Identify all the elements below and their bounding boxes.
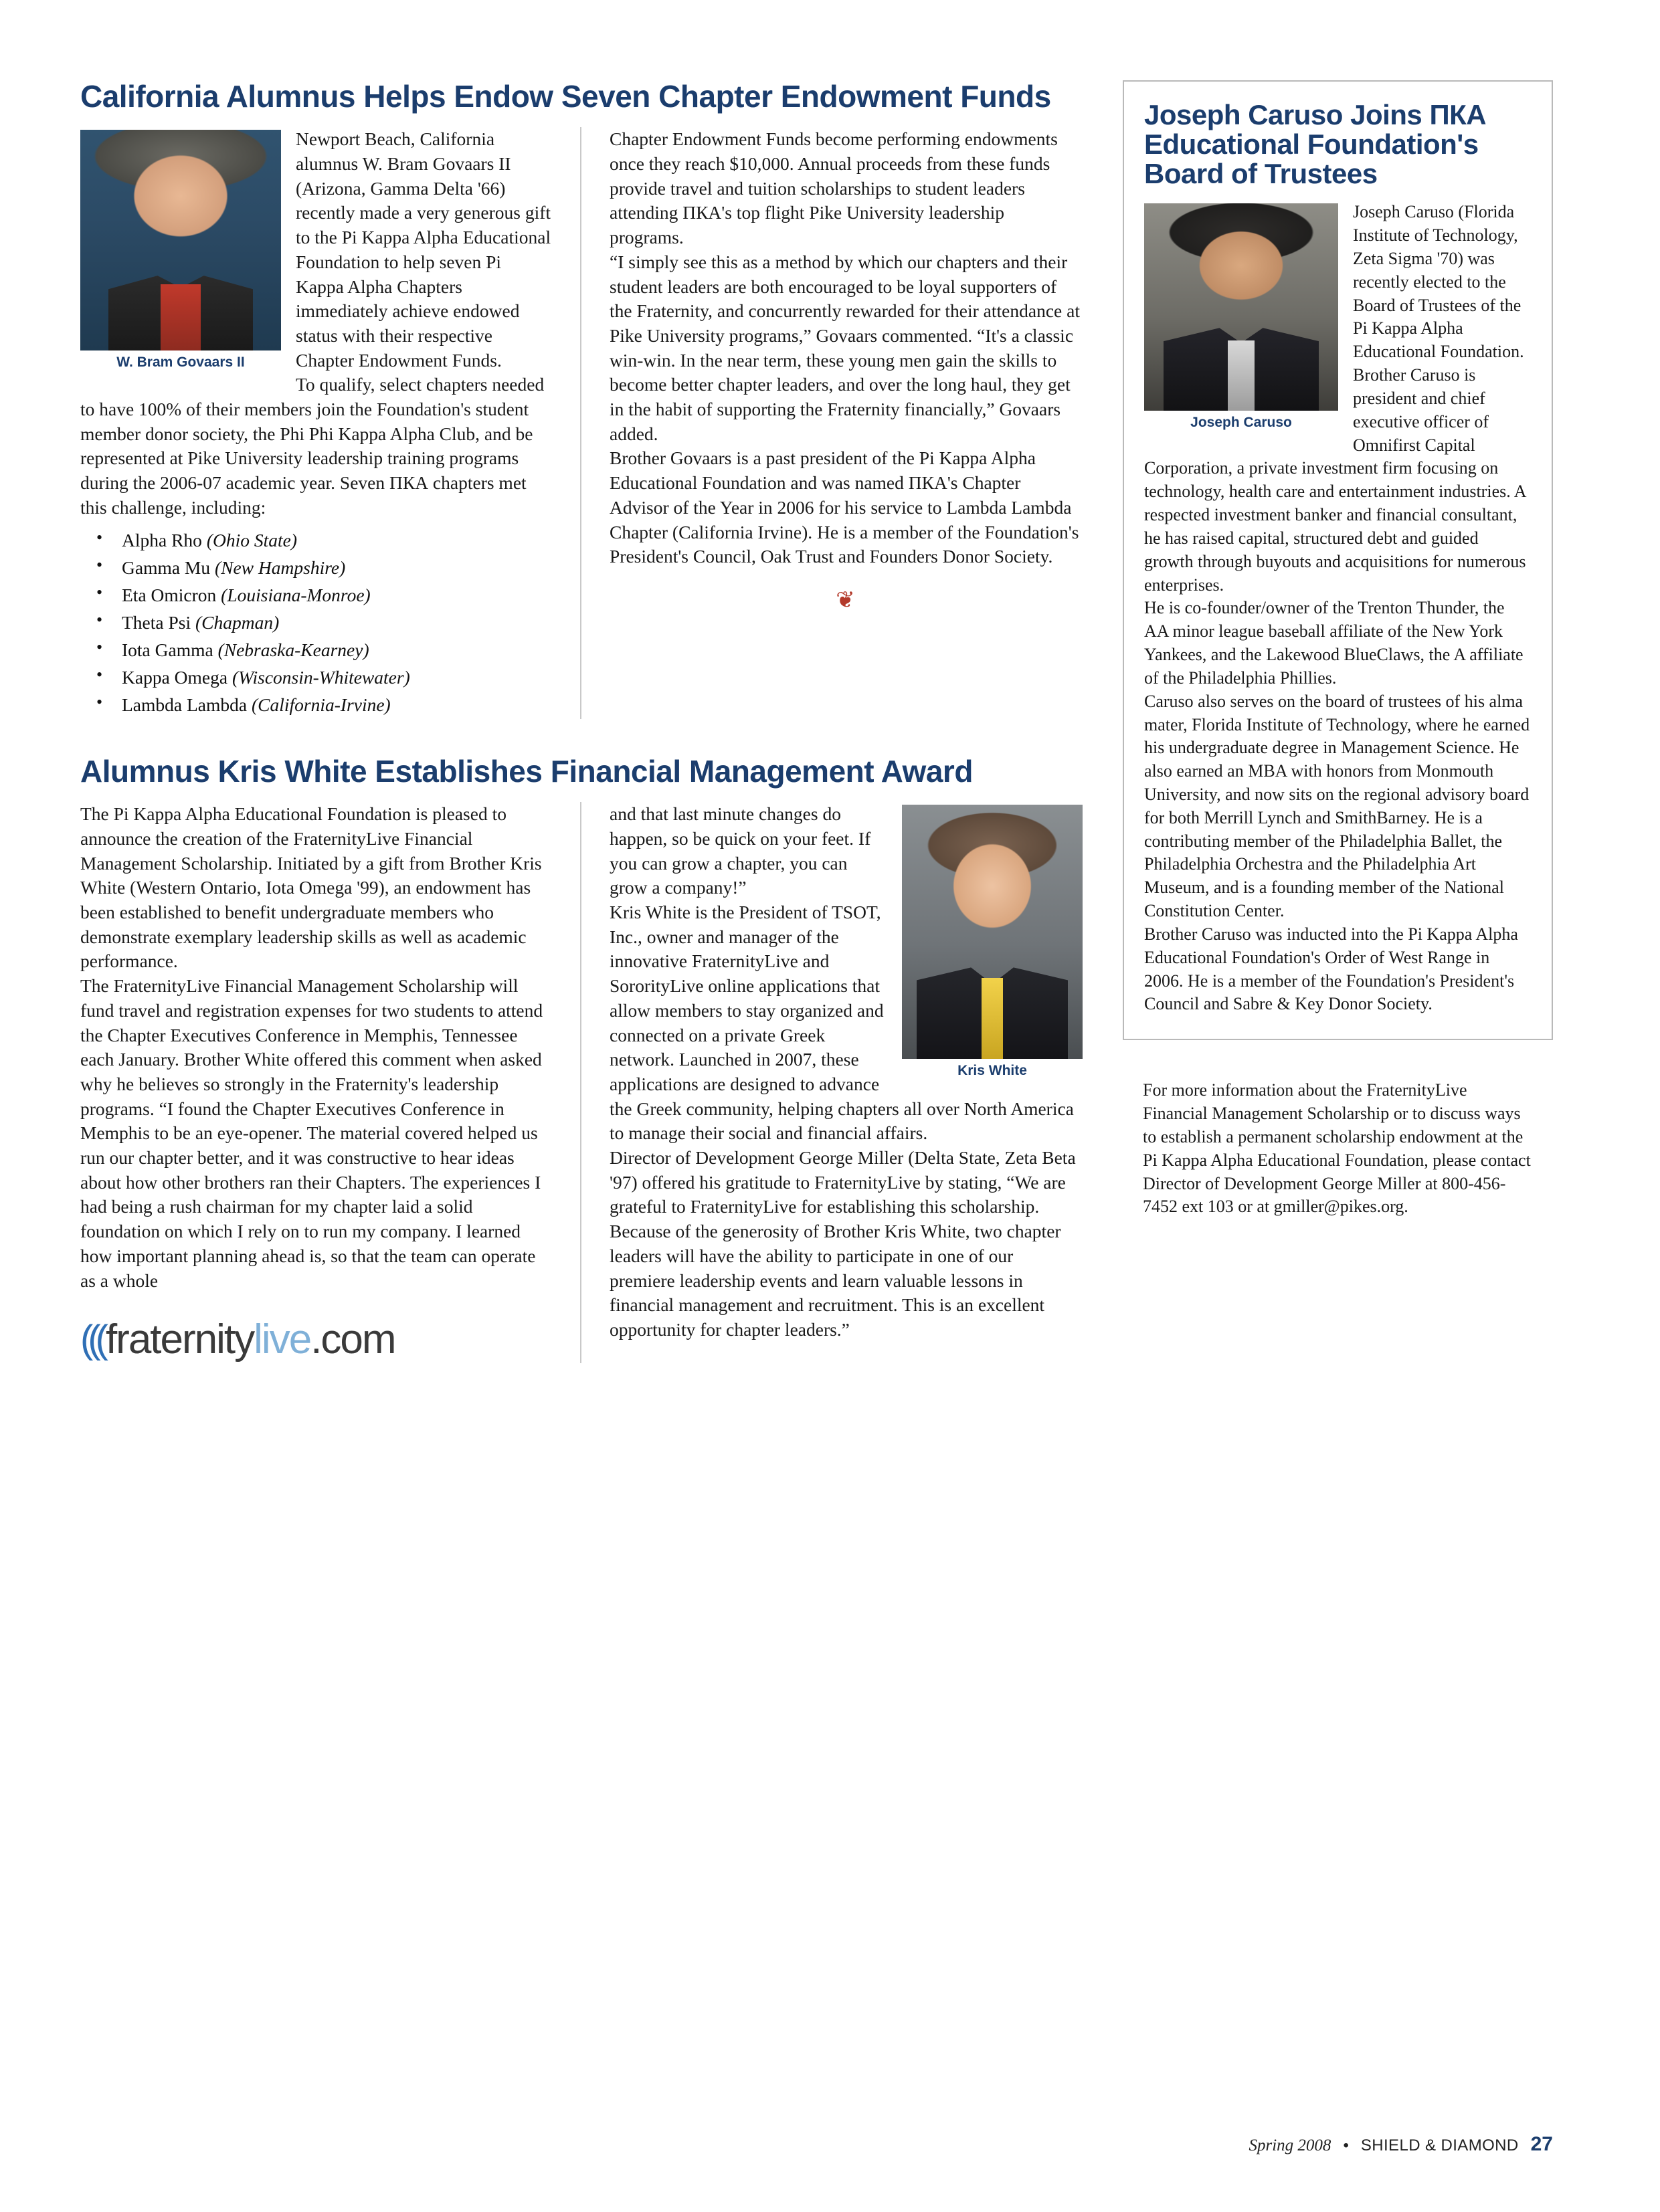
logo-word-live: live [254, 1316, 311, 1363]
footer-issue: Spring 2008 [1249, 2136, 1331, 2154]
chapter-name: Theta Psi [122, 611, 191, 633]
sidebar-headline: Joseph Caruso Joins ПКА Educational Foundation's Board of Trustees [1144, 99, 1487, 190]
chapter-name: Alpha Rho [122, 529, 202, 550]
govaars-photo-caption: W. Bram Govaars II [116, 355, 245, 371]
article1-column-1 [80, 127, 580, 719]
sidebar-box-caruso [1123, 80, 1553, 1040]
chapter-name: Eta Omicron [122, 584, 217, 605]
chapter-name: Lambda Lambda [122, 694, 248, 715]
sidebar-para-5: Brother Caruso was inducted into the Pi Kappa Alpha Educational Foundation's Order of West Range in 2006. He is a member of the Foundation's President's Council and Sabre & Key Donor Society. [1144, 924, 1518, 1014]
logo-word-dotcom: .com [310, 1316, 395, 1363]
article2-col1-text [80, 802, 553, 1293]
photo-kris-white [902, 805, 1083, 1059]
list-item [80, 582, 553, 608]
portrait-illustration [80, 130, 281, 350]
kris-white-photo-block [902, 805, 1083, 1079]
sidebar-footnote-text: For more information about the FraternityLive Financial Management Scholarship or to discuss ways to establish a permanent scholarship endowment at the Pi Kappa Alpha Educational Foundation, please contact Director of Development George Miller at 800-456-7452 ext 103 or at gmiller@pikes.org. [1143, 1080, 1531, 1217]
page-main-area [80, 80, 1553, 1363]
article1-headline: California Alumnus Helps Endow Seven Chapter Endowment Funds [80, 79, 1051, 114]
chapter-school: (California-Irvine) [251, 694, 391, 715]
sidebar-para-1: Joseph Caruso (Florida Institute of Technology, Zeta Sigma '70) was recently elected to the Board of Trustees of the Pi Kappa Alpha Educational Foundation. [1353, 202, 1524, 362]
list-item [80, 609, 553, 635]
article1-col2-para-1: Chapter Endowment Funds become performing endowments once they reach $10,000. Annual proceeds from these funds provide travel and tuition scholarships to student leaders attending ПКА's top flight Pike University leadership programs. [610, 128, 1058, 248]
article2-col2-para-1: and that last minute changes do happen, so be quick on your feet. If you can grow a chapter, you can grow a company!” [610, 803, 871, 898]
article2-column-1 [80, 802, 580, 1363]
chapter-school: (New Hampshire) [215, 557, 346, 578]
fleuron-ornament-icon: ❦ [836, 587, 856, 613]
sidebar [1123, 80, 1553, 1219]
footer-page-number: 27 [1530, 2133, 1553, 2155]
caruso-photo-caption: Joseph Caruso [1190, 415, 1292, 431]
article2-columns [80, 802, 1083, 1363]
chapter-school: (Nebraska-Kearney) [217, 639, 369, 660]
portrait-illustration [1144, 203, 1338, 411]
page-footer [1249, 2133, 1554, 2156]
article1-column-2 [580, 127, 1083, 719]
article1-col2-text [610, 127, 1083, 569]
govaars-photo-block [80, 130, 281, 371]
chapter-school: (Ohio State) [206, 529, 297, 550]
article1-col2-para-3: Brother Govaars is a past president of the Pi Kappa Alpha Educational Foundation and was named ПКА's Chapter Advisor of the Year in 2006 for his service to Lambda Lambda Chapter (California Irvine). He is a member of the Foundation's President's Council, Oak Trust and Founders Donor Society. [610, 447, 1079, 567]
article1-col1-para-2: To qualify, select chapters needed to have 100% of their members join the Foundation's student member donor society, the Phi Phi Kappa Alpha Club, and be represented at Pike University leadership training programs during the 2006-07 academic year. Seven ПКА chapters met this challenge, including: [80, 374, 545, 518]
footer-separator: • [1343, 2136, 1349, 2154]
article1-col1-para-1: Newport Beach, California alumnus W. Bram Govaars II (Arizona, Gamma Delta '66) recently made a very generous gift to the Pi Kappa Alpha Educational Foundation to help seven Pi Kappa Alpha Chapters immediately achieve endowed status with their respective Chapter Endowment Funds. [296, 128, 551, 371]
chapter-name: Gamma Mu [122, 557, 211, 578]
list-item [80, 637, 553, 663]
sidebar-para-2: Brother Caruso is president and chief executive officer of Omnifirst Capital Corporation, a private investment firm focusing on technology, health care and entertainment industries. A respected investment banker and financial consultant, he has raised capital, structured debt and guided growth through buyouts and acquisitions for numerous enterprises. [1144, 365, 1526, 595]
article2-column-2 [580, 802, 1083, 1363]
list-item [80, 527, 553, 553]
article2-headline: Alumnus Kris White Establishes Financial Management Award [80, 753, 973, 789]
list-item [80, 692, 553, 718]
article1-columns [80, 127, 1083, 719]
chapter-name: Iota Gamma [122, 639, 213, 660]
footer-publication: SHIELD & DIAMOND [1360, 2136, 1519, 2154]
caruso-photo-block [1144, 203, 1338, 431]
chapter-school: (Louisiana-Monroe) [221, 584, 371, 605]
kris-white-photo-caption: Kris White [957, 1063, 1027, 1079]
swoosh-icon: ((( [80, 1318, 103, 1362]
portrait-illustration [902, 805, 1083, 1059]
article2-col1-para-2: The FraternityLive Financial Management Scholarship will fund travel and registration expenses for two students to attend the Chapter Executives Conference in Memphis, Tennessee each January. Brother White offered this comment when asked why he believes so strongly in the Fraternity's leadership programs. “I found the Chapter Executives Conference in Memphis to be an eye-opener. The material covered helped us run our chapter better, and it was constructive to hear ideas about how other brothers ran their Chapters. The experiences I had being a rush chairman for my chapter laid a solid foundation on which I rely on to run my company. I learned how important planning ahead is, so that the team can operate as a whole [80, 975, 543, 1291]
left-content-zone [80, 80, 1083, 1363]
chapter-school: (Chapman) [195, 611, 280, 633]
article2-col2-para-2: Kris White is the President of TSOT, Inc., owner and manager of the innovative FraternityLive and SororityLive online applications that allow members to stay organized and connected on a private Greek network. Launched in 2007, these applications are designed to advance the Greek community, helping chapters all over North America to manage their social and financial affairs. [610, 901, 1074, 1144]
article2-col2-para-3: Director of Development George Miller (Delta State, Zeta Beta '97) offered his gratitude to FraternityLive by stating, “We are grateful to FraternityLive for establishing this scholarship. Because of the generosity of Brother Kris White, two chapter leaders will have the ability to participate in one of our premiere leadership events and learn valuable lessons in financial management and recruitment. This is an excellent opportunity for chapter leaders.” [610, 1147, 1076, 1340]
photo-joseph-caruso [1144, 203, 1338, 411]
list-item [80, 664, 553, 690]
sidebar-para-4: Caruso also serves on the board of trustees of his alma mater, Florida Institute of Technology, where he earned his undergraduate degree in Management Science. He also earned an MBA with honors from Monmouth University, and now sits on the regional advisory board for both Merrill Lynch and SmithBarney. He is a contributing member of the Philadelphia Ballet, the Philadelphia Orchestra and the Philadelphia Art Museum, and is a founding member of the National Constitution Center. [1144, 691, 1530, 921]
article1-col2-para-2: “I simply see this as a method by which our chapters and their student leaders are both encouraged to be loyal supporters of the Fraternity, and concurrently rewarded for their attendance at Pike University programs,” Govaars commented. “It's a classic win-win. In the near term, these young men gain the skills to become better chapter leaders, and over the long haul, they get in the habit of supporting the Fraternity financially,” Govaars added. [610, 251, 1080, 444]
photo-w-bram-govaars [80, 130, 281, 350]
chapter-list [80, 527, 553, 718]
sidebar-para-3: He is co-founder/owner of the Trenton Thunder, the AA minor league baseball affiliate of the New York Yankees, and the Lakewood BlueClaws, the A affiliate of the Philadelphia Phillies. [1144, 598, 1524, 688]
fraternitylive-logo[interactable] [80, 1316, 553, 1363]
logo-word-fraternity: fraternity [105, 1316, 254, 1363]
chapter-name: Kappa Omega [122, 666, 228, 688]
article2-col1-para-1: The Pi Kappa Alpha Educational Foundation is pleased to announce the creation of the FraternityLive Financial Management Scholarship. Initiated by a gift from Brother Kris White (Western Ontario, Iota Omega '99), an endowment has been established to benefit undergraduate members who demonstrate exemplary leadership skills as well as academic performance. [80, 803, 542, 972]
chapter-school: (Wisconsin-Whitewater) [232, 666, 410, 688]
sidebar-footnote [1123, 1079, 1553, 1219]
list-item [80, 555, 553, 581]
